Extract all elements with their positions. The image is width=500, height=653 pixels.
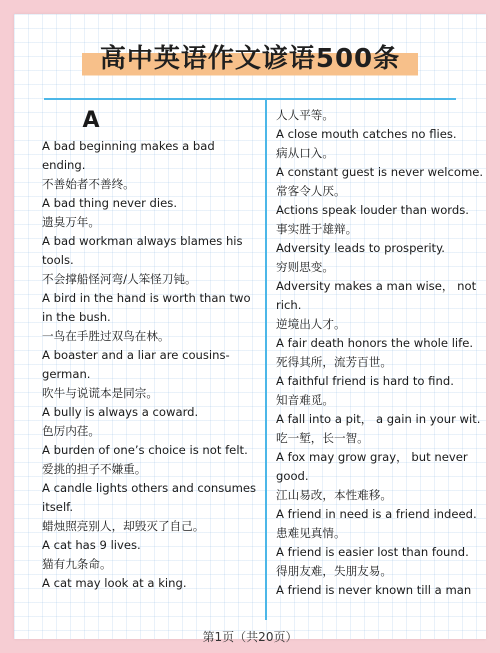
proverb-entry xyxy=(276,106,488,125)
proverb-chinese: 一鸟在手胜过双鸟在林。 xyxy=(42,329,170,343)
proverb-entry xyxy=(42,346,260,403)
proverb-chinese: 江山易改，本性难移。 xyxy=(276,488,392,502)
proverb-english: A bird in the hand is worth than two in the bush. xyxy=(42,291,251,324)
proverb-entry xyxy=(42,536,260,574)
proverb-chinese: 吃一堑，长一智。 xyxy=(276,431,369,445)
proverb-entry xyxy=(276,448,488,505)
proverb-english: A bad workman always blames his tools. xyxy=(42,234,243,267)
right-column xyxy=(276,106,488,600)
proverb-chinese: 色厉内荏。 xyxy=(42,424,100,438)
proverb-english: Actions speak louder than words. xyxy=(276,203,469,217)
proverb-entry xyxy=(42,441,260,479)
proverb-english: A faithful friend is hard to find. xyxy=(276,374,454,388)
proverb-english: A bad beginning makes a bad ending. xyxy=(42,139,215,172)
proverb-entry xyxy=(276,201,488,239)
proverb-chinese: 吹牛与说谎本是同宗。 xyxy=(42,386,158,400)
proverb-list-right xyxy=(276,106,488,600)
proverb-english: A fox may grow gray， but never good. xyxy=(276,450,468,483)
proverb-entry xyxy=(276,372,488,410)
page-footer: 第1页（共20页） xyxy=(202,630,298,644)
proverb-entry xyxy=(276,543,488,581)
header-divider xyxy=(44,98,456,100)
proverb-chinese: 患难见真情。 xyxy=(276,526,346,540)
proverb-english: Adversity leads to prosperity. xyxy=(276,241,445,255)
proverb-chinese: 知音难觅。 xyxy=(276,393,334,407)
proverb-entry xyxy=(276,581,488,600)
proverb-english: A cat has 9 lives. xyxy=(42,538,141,552)
proverb-entry xyxy=(276,410,488,448)
proverb-entry xyxy=(276,239,488,277)
proverb-english: A friend is easier lost than found. xyxy=(276,545,469,559)
proverb-chinese: 爱挑的担子不嫌重。 xyxy=(42,462,147,476)
left-column xyxy=(42,106,260,593)
proverb-english: Adversity makes a man wise， not rich. xyxy=(276,279,477,312)
proverb-chinese: 不会撑船怪河弯/人笨怪刀钝。 xyxy=(42,272,197,286)
proverb-list-left xyxy=(42,137,260,593)
proverb-english: A burden of one’s choice is not felt. xyxy=(42,443,248,457)
proverb-english: A boaster and a liar are cousins-german. xyxy=(42,348,230,381)
proverb-english: A friend is never known till a man xyxy=(276,583,472,597)
proverb-entry xyxy=(276,505,488,543)
proverb-chinese: 死得其所，流芳百世。 xyxy=(276,355,392,369)
proverb-chinese: 穷则思变。 xyxy=(276,260,334,274)
proverb-english: A fair death honors the whole life. xyxy=(276,336,474,350)
proverb-entry xyxy=(42,403,260,441)
proverb-entry xyxy=(42,137,260,194)
proverb-entry xyxy=(276,163,488,201)
proverb-chinese: 病从口入。 xyxy=(276,146,334,160)
proverb-entry xyxy=(42,194,260,232)
page-title: 高中英语作文谚语500条 xyxy=(82,36,418,79)
proverb-chinese: 不善始者不善终。 xyxy=(42,177,135,191)
document-page xyxy=(14,14,486,644)
title-banner xyxy=(14,36,486,79)
proverb-entry xyxy=(276,125,488,163)
proverb-chinese: 事实胜于雄辩。 xyxy=(276,222,358,236)
proverb-english: A cat may look at a king. xyxy=(42,576,187,590)
proverb-english: A bully is always a coward. xyxy=(42,405,199,419)
proverb-entry xyxy=(42,232,260,289)
proverb-english: A candle lights others and consumes itself. xyxy=(42,481,257,514)
proverb-chinese: 得朋友难，失朋友易。 xyxy=(276,564,392,578)
proverb-chinese: 常客令人厌。 xyxy=(276,184,346,198)
proverb-entry xyxy=(42,479,260,536)
proverb-english: A constant guest is never welcome. xyxy=(276,165,484,179)
proverb-entry xyxy=(276,277,488,334)
proverb-chinese: 蜡烛照亮别人，却毁灭了自己。 xyxy=(42,519,205,533)
proverb-english: A friend in need is a friend indeed. xyxy=(276,507,477,521)
section-letter: A xyxy=(82,108,100,133)
proverb-chinese: 人人平等。 xyxy=(276,108,334,122)
proverb-english: A fall into a pit， a gain in your wit. xyxy=(276,412,481,426)
proverb-chinese: 遗臭万年。 xyxy=(42,215,100,229)
proverb-english: A bad thing never dies. xyxy=(42,196,177,210)
column-divider xyxy=(265,100,267,620)
proverb-entry xyxy=(276,334,488,372)
proverb-entry xyxy=(42,574,260,593)
proverb-entry xyxy=(42,289,260,346)
proverb-chinese: 猫有九条命。 xyxy=(42,557,112,571)
proverb-chinese: 逆境出人才。 xyxy=(276,317,346,331)
proverb-english: A close mouth catches no flies. xyxy=(276,127,457,141)
